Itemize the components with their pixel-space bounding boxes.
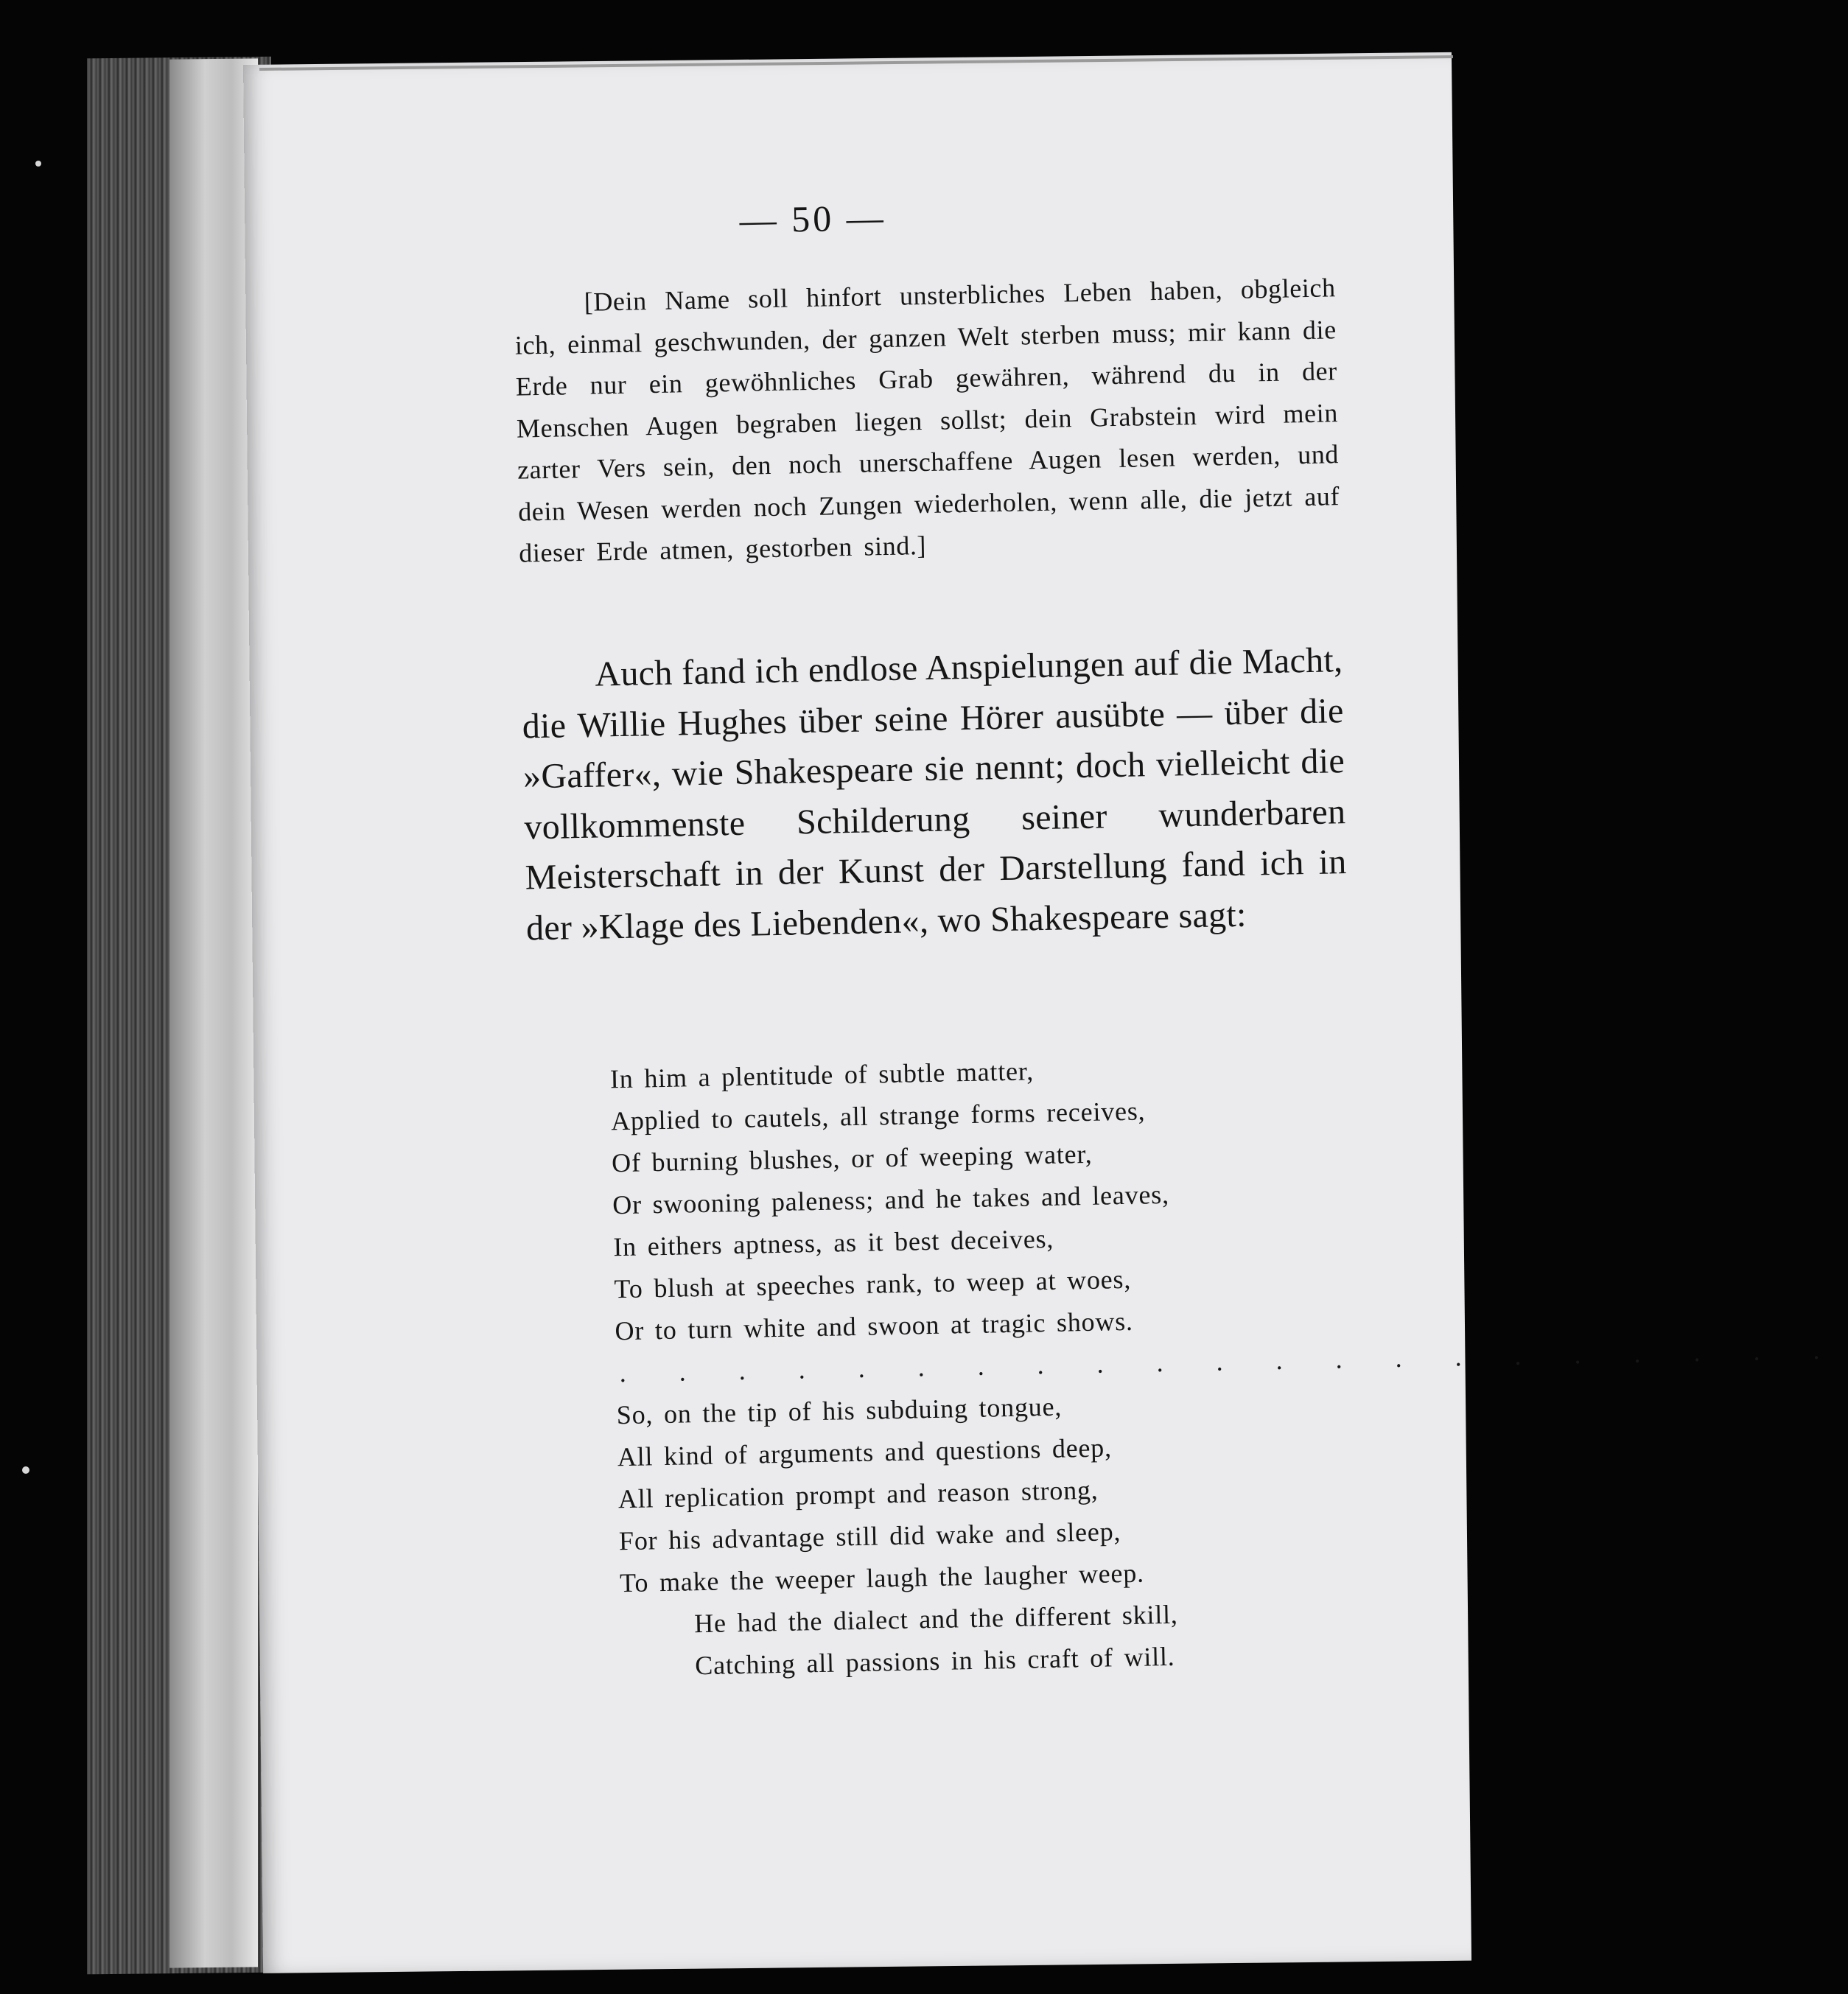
main-paragraph-text: Auch fand ich endlose Anspielungen auf die Macht, die Willie Hughes über seine Hörer ausübte — über die »Gaffer«, wie Shakespeare sie nennt; doch vielleicht die vollkommenste Schilderung seiner wunderbaren Meisterschaft in der Kunst der Darstellung fand ich in der »Klage des Liebenden«, wo Shakespeare sagt: bbox=[522, 640, 1348, 948]
page-number: — 50 — bbox=[739, 196, 887, 241]
main-paragraph bbox=[521, 635, 1348, 954]
dust-speck bbox=[35, 161, 41, 167]
poem-line: In him a plentitude of subtle matter, bbox=[609, 1056, 1035, 1094]
dust-speck bbox=[22, 1466, 29, 1474]
poem-line-indented: Catching all passions in his craft of will. bbox=[694, 1641, 1175, 1681]
poem-line: So, on the tip of his subduing tongue, bbox=[616, 1391, 1063, 1430]
poem-line: In eithers aptness, as it best deceives, bbox=[613, 1223, 1054, 1262]
translation-note-text: [Dein Name soll hinfort unsterbliches Leben haben, obgleich ich, einmal geschwunden, der ganzen Welt sterben muss; mir kann die Erde nur ein gewöhnliches Grab gewähren, während du in der Menschen Augen begraben liegen sollst; dein Grabstein wird mein zarter Vers sein, den noch unerschaffene Augen lesen werden, und dein Wesen werden noch Zungen wiederholen, wenn alle, die jetzt auf dieser Erde atmen, gestorben sind.] bbox=[514, 273, 1340, 568]
poem-line: All replication prompt and reason strong, bbox=[617, 1474, 1099, 1514]
translation-note bbox=[514, 267, 1340, 574]
poem-line: Or to turn white and swoon at tragic shows. bbox=[615, 1306, 1134, 1346]
poem-line: To make the weeper laugh the laugher weep. bbox=[619, 1558, 1145, 1598]
poem-line: Applied to cautels, all strange forms receives, bbox=[610, 1096, 1146, 1136]
page-content bbox=[269, 178, 1841, 1746]
poem-line: Of burning blushes, or of weeping water, bbox=[611, 1138, 1093, 1178]
poem-line: To blush at speeches rank, to weep at woes, bbox=[614, 1264, 1132, 1304]
poem-line: Or swooning paleness; and he takes and leaves, bbox=[612, 1179, 1170, 1220]
poem-line: For his advantage still did wake and sleep, bbox=[618, 1517, 1121, 1556]
poem-line-indented: He had the dialect and the different skill, bbox=[693, 1599, 1179, 1639]
poem-stanza-2 bbox=[616, 1380, 1358, 1688]
poem-stanza-1 bbox=[609, 1044, 1351, 1352]
poem-ellipsis: . . . . . . . . . . . . . . . . . . . . . bbox=[619, 1334, 1841, 1388]
book-gutter-shadow bbox=[169, 58, 258, 1967]
poem-line: All kind of arguments and questions deep, bbox=[617, 1432, 1113, 1472]
quoted-poem bbox=[609, 1044, 1841, 1688]
